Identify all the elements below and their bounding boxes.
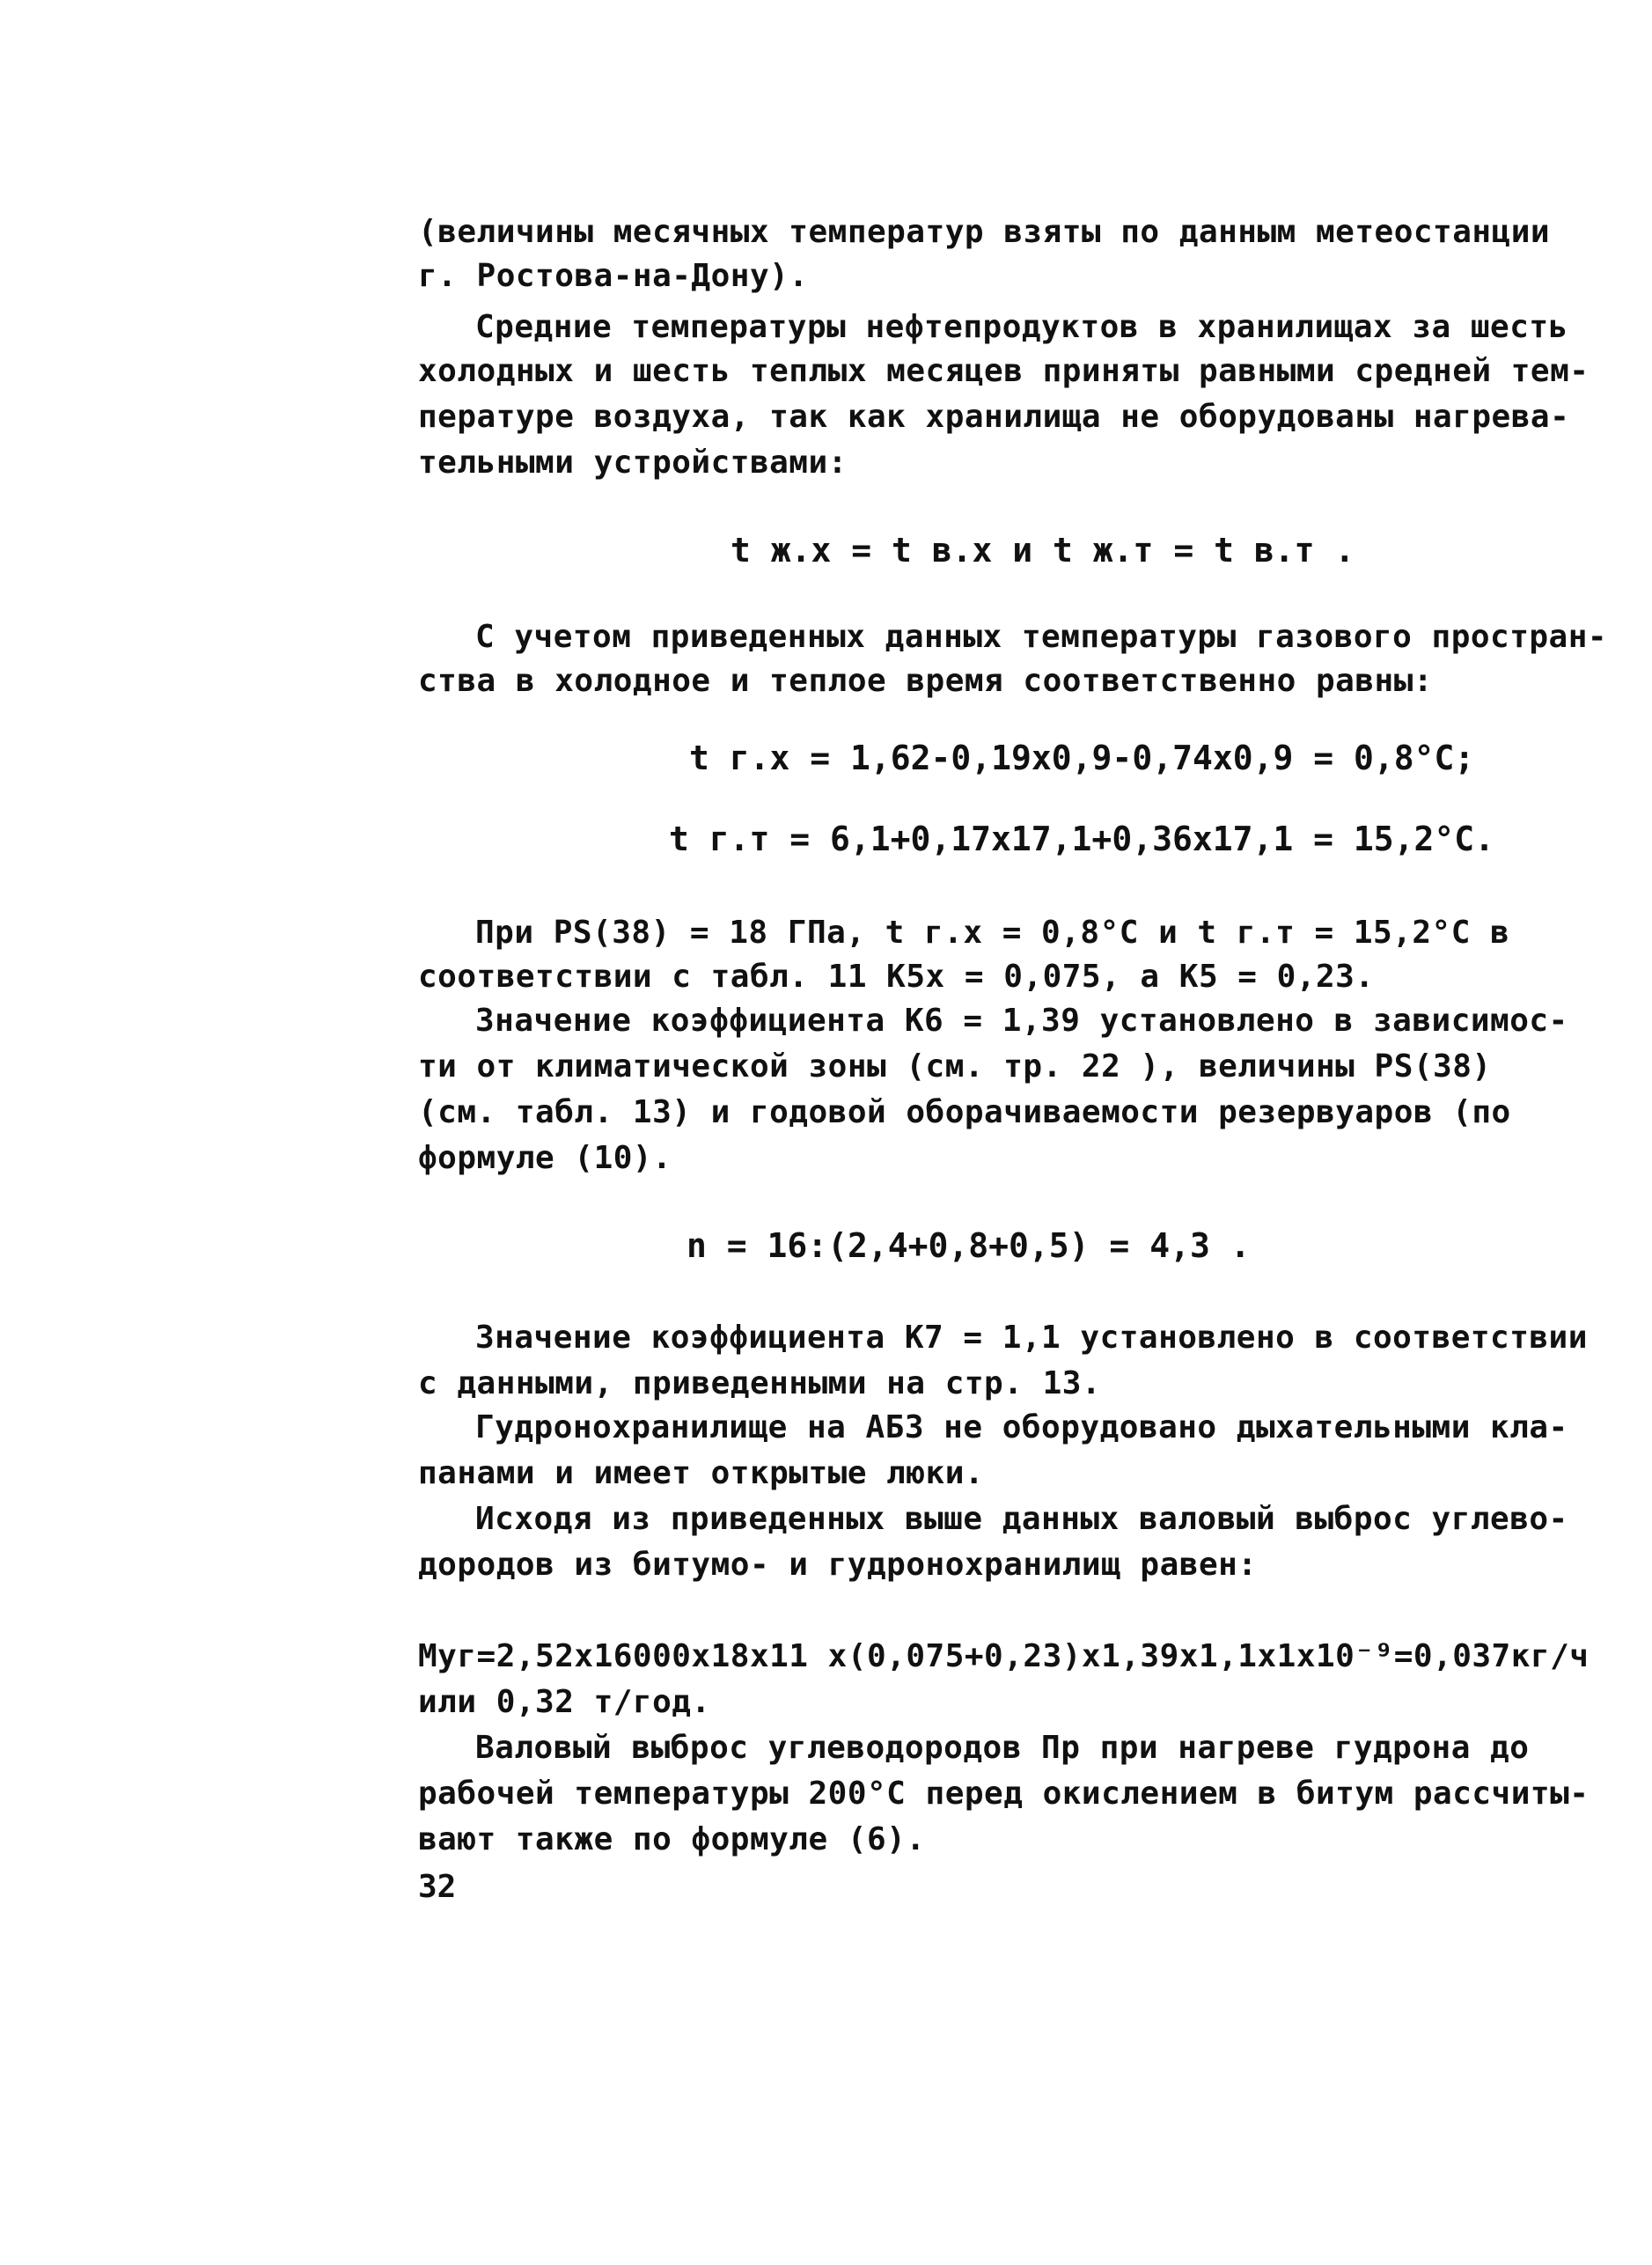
text-line: При PS(38) = 18 ГПа, t г.х = 0,8°C и t г.т = 15,2°C в: [475, 915, 1510, 951]
formula: t ж.х = t в.х и t ж.т = t в.т .: [731, 531, 1355, 570]
text-line: вают также по формуле (6).: [418, 1821, 926, 1857]
text-line: (см. табл. 13) и годовой оборачиваемости резервуаров (по: [418, 1094, 1511, 1130]
text-line: (величины месячных температур взяты по данным метеостанции: [418, 214, 1551, 250]
formula: t г.т = 6,1+0,17x17,1+0,36x17,1 = 15,2°C.: [669, 820, 1494, 858]
text-line: ства в холодное и теплое время соответственно равны:: [418, 663, 1434, 699]
page-number: 32: [418, 1869, 457, 1905]
text-line: соответствии с табл. 11 K5х = 0,075, а K5 = 0,23.: [418, 959, 1375, 995]
text-line: Валовый выброс углеводородов Пр при нагреве гудрона до: [475, 1730, 1530, 1766]
text-line: Средние температуры нефтепродуктов в хранилищах за шесть: [475, 309, 1568, 345]
text-line: холодных и шесть теплых месяцев приняты равными средней тем-: [418, 353, 1590, 389]
text-line: Исходя из приведенных выше данных валовый выброс углево-: [475, 1501, 1568, 1537]
formula-line: Mуг=2,52x16000x18x11 x(0,075+0,23)x1,39x1,1x1x10⁻⁹=0,037кг/ч: [418, 1638, 1590, 1674]
formula: t г.х = 1,62-0,19x0,9-0,74x0,9 = 0,8°C;: [689, 739, 1475, 777]
formula: n = 16:(2,4+0,8+0,5) = 4,3 .: [686, 1226, 1251, 1265]
text-line: Гудронохранилище на АБЗ не оборудовано дыхательными кла-: [475, 1409, 1568, 1445]
text-line: Значение коэффициента K7 = 1,1 установлено в соответствии: [475, 1320, 1588, 1356]
text-line: тельными устройствами:: [418, 445, 848, 481]
text-line: с данными, приведенными на стр. 13.: [418, 1365, 1102, 1401]
text-line: панами и имеет открытые люки.: [418, 1455, 985, 1491]
formula-line: или 0,32 т/год.: [418, 1684, 711, 1720]
text-line: дородов из битумо- и гудронохранилищ равен:: [418, 1547, 1258, 1583]
text-line: Значение коэффициента K6 = 1,39 установлено в зависимос-: [475, 1003, 1568, 1039]
text-line: рабочей температуры 200°C перед окислением в битум рассчиты-: [418, 1776, 1590, 1812]
text-line: формуле (10).: [418, 1140, 672, 1176]
text-line: ти от климатической зоны (см. тр. 22 ), величины PS(38): [418, 1048, 1492, 1085]
text-line: пературе воздуха, так как хранилища не оборудованы нагрева-: [418, 399, 1570, 435]
text-line: г. Ростова-на-Дону).: [418, 258, 809, 294]
text-line: С учетом приведенных данных температуры газового простран-: [475, 619, 1608, 655]
